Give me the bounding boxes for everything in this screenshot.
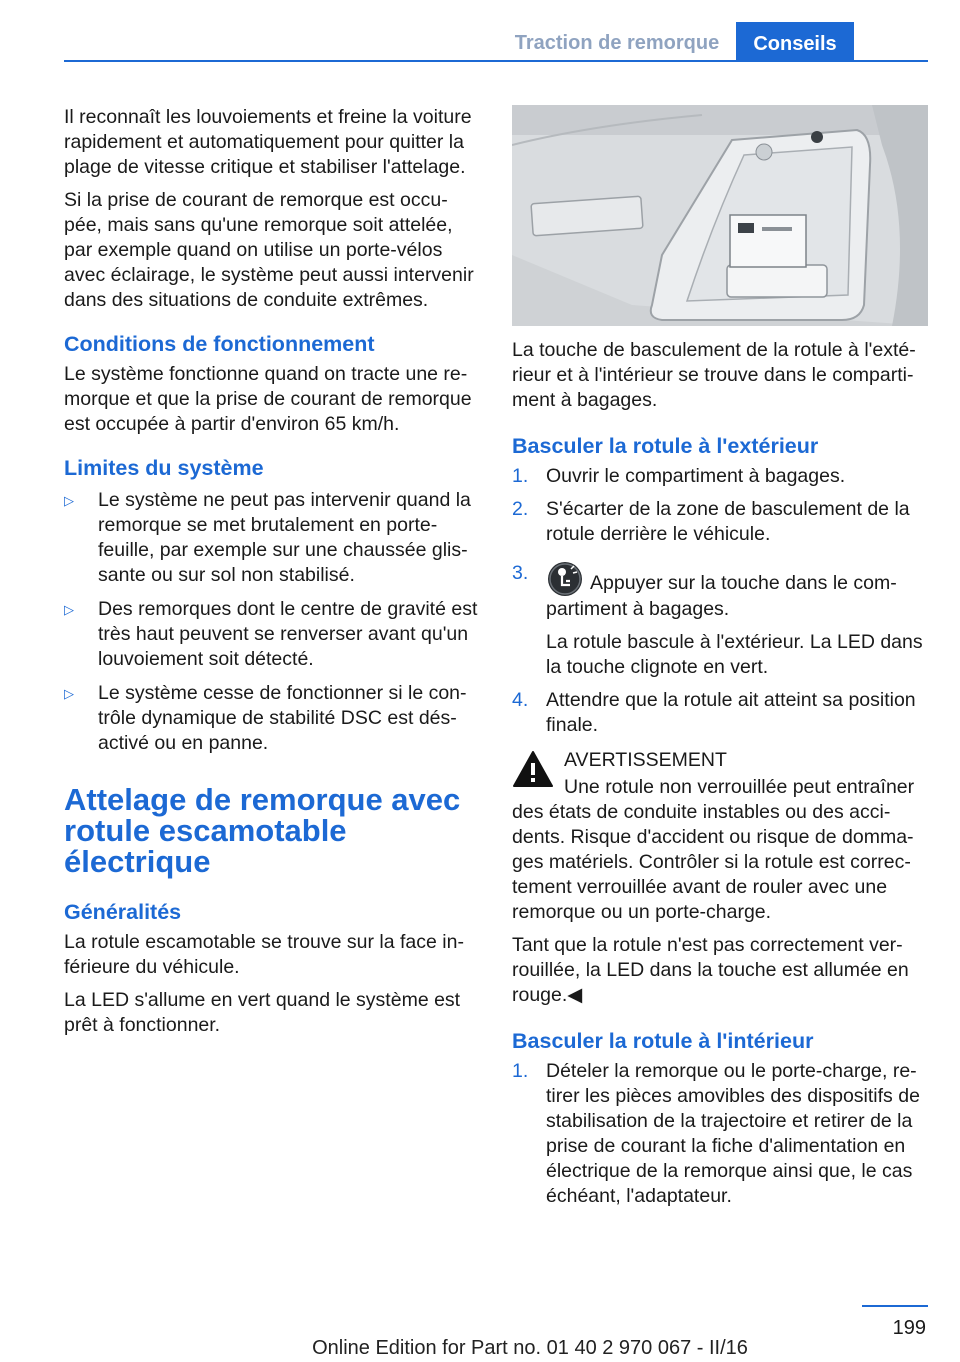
step-number: 3.	[512, 562, 529, 584]
warning-triangle-icon	[512, 750, 554, 788]
header-section-title: Traction de remorque	[514, 32, 720, 54]
list-item-text: Le système ne peut pas intervenir quand la remorque se met brutalement en porte-feuille, par exemple sur une chaussée glis‐sante ou sur sol non stabilisé.	[98, 489, 471, 586]
step-number: 1.	[512, 465, 529, 487]
right-column	[512, 105, 930, 1217]
main-heading: Attelage de remorque avec rotule escamotable électrique	[64, 782, 461, 879]
list-item	[64, 597, 482, 672]
trailer-hitch-button-icon	[546, 561, 584, 597]
limits-list	[64, 488, 482, 756]
left-column	[64, 105, 482, 1046]
header-tab-conseils: Conseils	[736, 22, 854, 62]
conditions-text: Le système fonctionne quand on tracte une re‐morque et que la prise de courant de remorque est occupée à partir d'environ 65 km/h.	[64, 363, 472, 435]
footer-rule	[862, 1305, 928, 1307]
image-caption: La touche de basculement de la rotule à l'exté‐rieur et à l'intérieur se trouve dans le comparti‐ment à bagages.	[512, 339, 916, 411]
step-text: Appuyer sur la touche dans le com‐partiment à bagages.	[546, 572, 897, 620]
warning-text: Une rotule non verrouillée peut entraîner des états de conduite instables ou des acci‐dents. Risque d'accident ou risque de domma‐ges matériels. Contrôler si la rotule est correc‐tement verrouillée avant de rouler avec une remorque ou un porte-charge.	[512, 776, 915, 923]
list-item	[512, 464, 930, 489]
page-number: 199	[892, 1317, 926, 1339]
step-text: S'écarter de la zone de basculement de la rotule derrière le véhicule.	[546, 498, 910, 545]
swing-out-heading: Basculer la rotule à l'extérieur	[512, 434, 819, 458]
step-text: Dételer la remorque ou le porte-charge, re‐tirer les pièces amovibles des dispositifs de stabilisation de la trajectoire et retirer de la prise de courant la fiche d'alimentation en électrique de la remorque ainsi que, le cas échéant, l'adaptateur.	[546, 1060, 920, 1207]
swing-out-steps	[512, 464, 930, 738]
list-item	[512, 561, 930, 680]
general-paragraph-1: La rotule escamotable se trouve sur la face in‐férieure du véhicule.	[64, 931, 464, 978]
swing-in-steps	[512, 1059, 930, 1209]
list-item-text: Le système cesse de fonctionner si le con‐trôle dynamique de stabilité DSC est dés‐activé ou en panne.	[98, 682, 467, 754]
warning-block	[512, 748, 930, 773]
conditions-heading: Conditions de fonctionnement	[64, 332, 375, 356]
list-item	[512, 688, 930, 738]
triangle-bullet-icon: ▷	[64, 602, 74, 617]
intro-paragraph-1: Il reconnaît les louvoiements et freine la voiture rapidement et automatiquement pour quitter la plage de vitesse critique et stabiliser l'attelage.	[64, 106, 472, 178]
header-rule	[64, 60, 928, 62]
step-subtext: La rotule bascule à l'extérieur. La LED dans la touche clignote en vert.	[546, 631, 923, 678]
step-number: 2.	[512, 498, 529, 520]
trunk-compartment-image	[512, 105, 928, 326]
step-number: 1.	[512, 1060, 529, 1082]
intro-paragraph-2: Si la prise de courant de remorque est occu‐pée, mais sans qu'une remorque soit attelée, par exemple quand on utilise un porte-vélos avec éclairage, le système peut aussi intervenir dans des situations de conduite extrêmes.	[64, 189, 474, 311]
step-text: Attendre que la rotule ait atteint sa position finale.	[546, 689, 916, 736]
triangle-bullet-icon: ▷	[64, 493, 74, 508]
led-note: Tant que la rotule n'est pas correctement ver‐rouillée, la LED dans la touche est allumée en rouge.◀	[512, 934, 909, 1006]
limits-heading: Limites du système	[64, 456, 264, 480]
step-text: Ouvrir le compartiment à bagages.	[546, 465, 846, 487]
warning-title: AVERTISSEMENT	[564, 749, 727, 771]
triangle-bullet-icon: ▷	[64, 686, 74, 701]
swing-in-heading: Basculer la rotule à l'intérieur	[512, 1029, 814, 1053]
step-number: 4.	[512, 689, 529, 711]
list-item	[64, 488, 482, 588]
list-item	[64, 681, 482, 756]
list-item	[512, 1059, 930, 1209]
list-item	[512, 497, 930, 547]
general-paragraph-2: La LED s'allume en vert quand le système est prêt à fonctionner.	[64, 989, 461, 1036]
footer-edition: Online Edition for Part no. 01 40 2 970 067 - II/16	[312, 1337, 748, 1359]
general-heading: Généralités	[64, 900, 182, 924]
list-item-text: Des remorques dont le centre de gravité est très haut peuvent se renverser avant qu'un louvoiement soit détecté.	[98, 598, 478, 670]
